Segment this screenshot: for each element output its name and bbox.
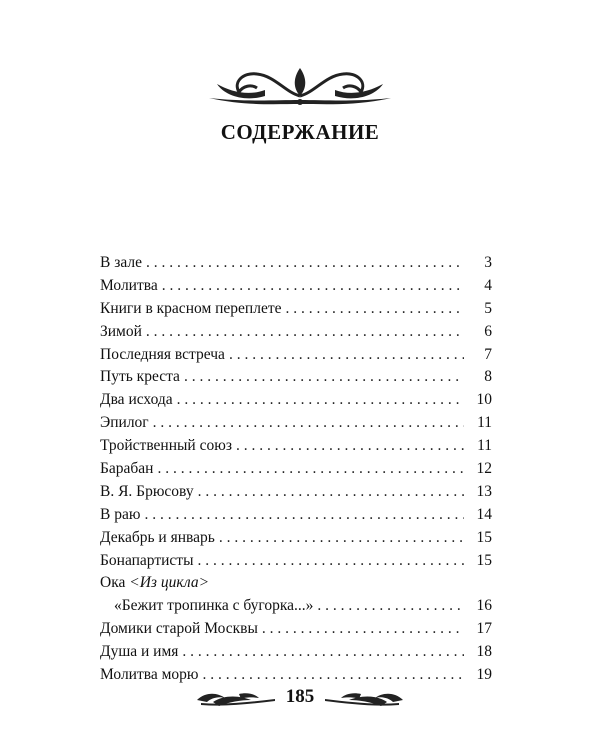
toc-entry-page: 18: [476, 643, 492, 661]
toc-entry: [100, 321, 492, 344]
toc-entry: [100, 252, 492, 275]
toc-section-heading: [100, 572, 492, 595]
toc-entry-title: Бонапартисты: [100, 551, 194, 569]
toc-entry-page: 8: [484, 368, 492, 386]
toc-entry: [100, 550, 492, 573]
toc-entry-title: В. Я. Брюсову: [100, 482, 194, 500]
dot-leader: [317, 595, 464, 618]
toc-entry: [100, 298, 492, 321]
toc-entry-title: Зимой: [100, 322, 142, 340]
toc-entry-page: 12: [476, 460, 492, 478]
toc-entry-title: Молитва морю: [100, 666, 199, 684]
section-note: <Из цикла>: [129, 574, 210, 592]
toc-entry-title: Два исхода: [100, 391, 173, 409]
toc-entry-title: Последняя встреча: [100, 345, 225, 363]
toc-entry: [100, 504, 492, 527]
toc-entry-page: 5: [484, 299, 492, 317]
dot-leader: [177, 389, 464, 412]
toc-entry-page: 15: [476, 528, 492, 546]
toc-entry-title: Книги в красном переплете: [100, 299, 282, 317]
toc-entry-title: Декабрь и январь: [100, 528, 215, 546]
toc-entry-page: 6: [484, 322, 492, 340]
toc-entry: [100, 641, 492, 664]
toc-entry: [100, 344, 492, 367]
dot-leader: [198, 481, 464, 504]
toc-entry-title: Тройственный союз: [100, 437, 232, 455]
dot-leader: [146, 252, 464, 275]
section-title: Ока: [100, 574, 126, 592]
dot-leader: [184, 366, 464, 389]
toc-entry: [100, 527, 492, 550]
toc-entry: [100, 435, 492, 458]
toc-entry: [100, 389, 492, 412]
dot-leader: [262, 618, 464, 641]
toc-entry-page: 16: [476, 597, 492, 615]
toc-entry-title: Путь креста: [100, 368, 180, 386]
toc-entry-title: В зале: [100, 254, 142, 271]
toc-entry-page: 3: [484, 254, 492, 271]
toc-entry-page: 19: [476, 666, 492, 684]
table-of-contents: [100, 252, 492, 687]
toc-entry-title: Молитва: [100, 276, 158, 294]
toc-entry-title: В раю: [100, 505, 141, 523]
toc-entry-page: 15: [476, 551, 492, 569]
toc-entry-page: 7: [484, 345, 492, 363]
dot-leader: [146, 321, 464, 344]
toc-entry-page: 10: [476, 391, 492, 409]
toc-entry: [100, 595, 492, 618]
dot-leader: [144, 504, 464, 527]
toc-entry: [100, 618, 492, 641]
page-title: СОДЕРЖАНИЕ: [220, 120, 380, 144]
toc-entry: [100, 366, 492, 389]
toc-entry: [100, 458, 492, 481]
toc-entry-title: Барабан: [100, 460, 154, 478]
toc-entry-title: «Бежит тропинка с бугорка...»: [114, 597, 314, 615]
toc-entry-page: 13: [476, 482, 492, 500]
page-footer: [195, 684, 405, 714]
toc-entry-page: 11: [477, 437, 492, 455]
toc-entry-page: 4: [484, 276, 492, 294]
toc-entry-title: Душа и имя: [100, 643, 179, 661]
toc-entry-title: Домики старой Москвы: [100, 620, 258, 638]
dot-leader: [197, 550, 464, 573]
dot-leader: [236, 435, 464, 458]
toc-entry: [100, 275, 492, 298]
dot-leader: [153, 412, 464, 435]
dot-leader: [162, 275, 464, 298]
toc-entry-page: 17: [476, 620, 492, 638]
dot-leader: [219, 527, 464, 550]
toc-entry-title: [100, 572, 209, 595]
toc-entry: [100, 481, 492, 504]
dot-leader: [157, 458, 464, 481]
toc-entry-title: Эпилог: [100, 414, 149, 432]
toc-entry: [100, 412, 492, 435]
dot-leader: [182, 641, 464, 664]
flourish-ornament-icon: [325, 690, 405, 708]
page-number: 185: [285, 686, 315, 707]
flourish-ornament-icon: [205, 62, 395, 108]
dot-leader: [229, 344, 464, 367]
dot-leader: [286, 298, 465, 321]
toc-entry-page: 11: [477, 414, 492, 432]
toc-entry-page: 14: [476, 505, 492, 523]
